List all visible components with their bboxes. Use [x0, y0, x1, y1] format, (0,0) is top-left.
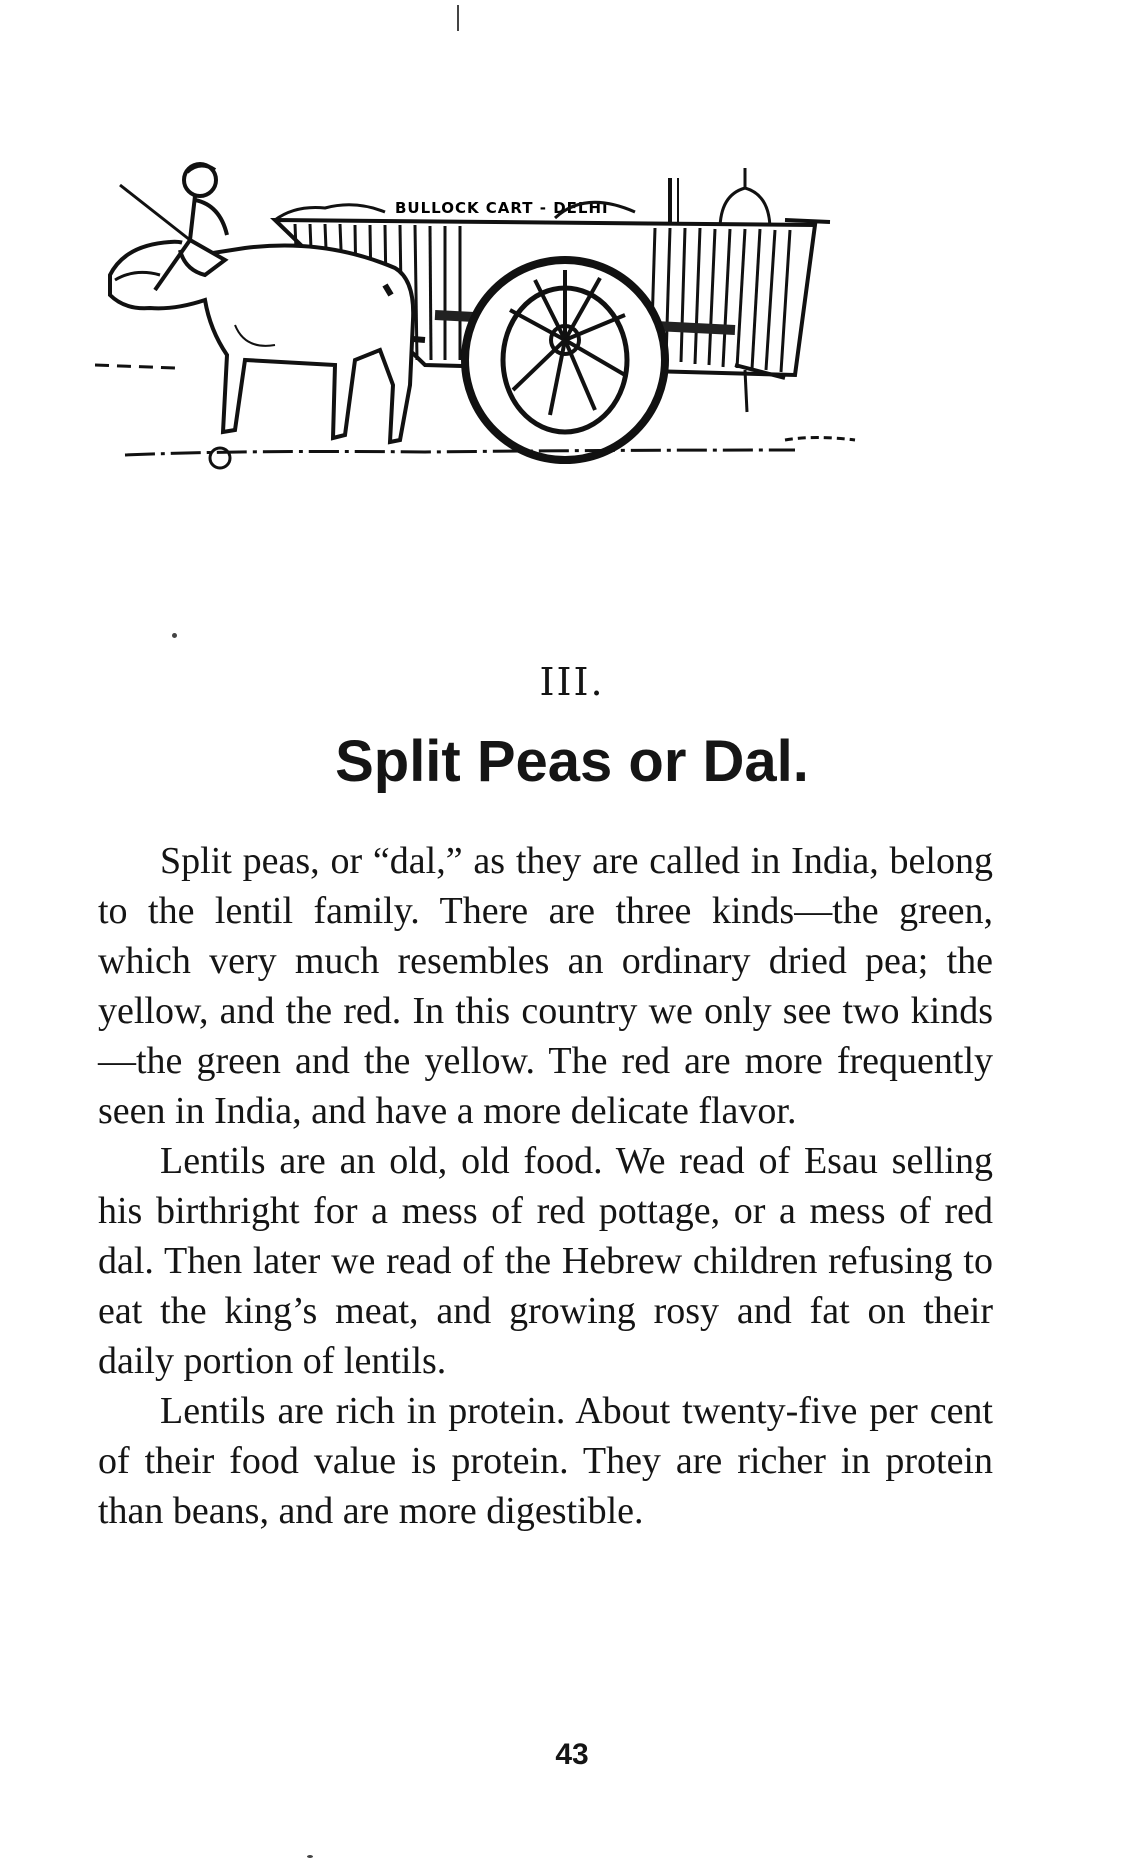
page-number: 43 [555, 1738, 589, 1771]
paragraph: Lentils are rich in protein. About twenty-five per cent of their food value is protein. They are richer in protein than beans, and are more digestible. [98, 1390, 993, 1532]
chapter-title: Split Peas or Dal. [335, 729, 809, 794]
paragraph: Split peas, or “dal,” as they are called in India, belong to the lentil family. There are three kinds—the green, which very much resembles an ordinary dried pea; the yellow, and the red. In this country we only see two kinds—the green and the yellow. The red are more frequently seen in India, and have a more delicate flavor. [98, 840, 993, 1132]
page-mark [457, 5, 459, 31]
cart-wheel-icon [465, 260, 665, 460]
paragraph: Lentils are an old, old food. We read of Esau selling his birthright for a mess of red pottage, or a mess of red dal. Then later we read of the Hebrew children refusing to eat the king’s meat, and growing rosy and fat on their daily portion of lentils. [98, 1140, 993, 1382]
ink-speck [307, 1855, 313, 1858]
bullock-cart-illustration [95, 150, 995, 570]
chapter-body [98, 836, 993, 1536]
chapter-number: III. [539, 660, 605, 704]
bullock-cart-drawing [95, 150, 995, 570]
illustration-caption: BULLOCK CART - DELHI [395, 199, 609, 217]
ink-speck [172, 633, 177, 638]
ground-line [125, 438, 855, 469]
bullock-icon [95, 242, 413, 442]
